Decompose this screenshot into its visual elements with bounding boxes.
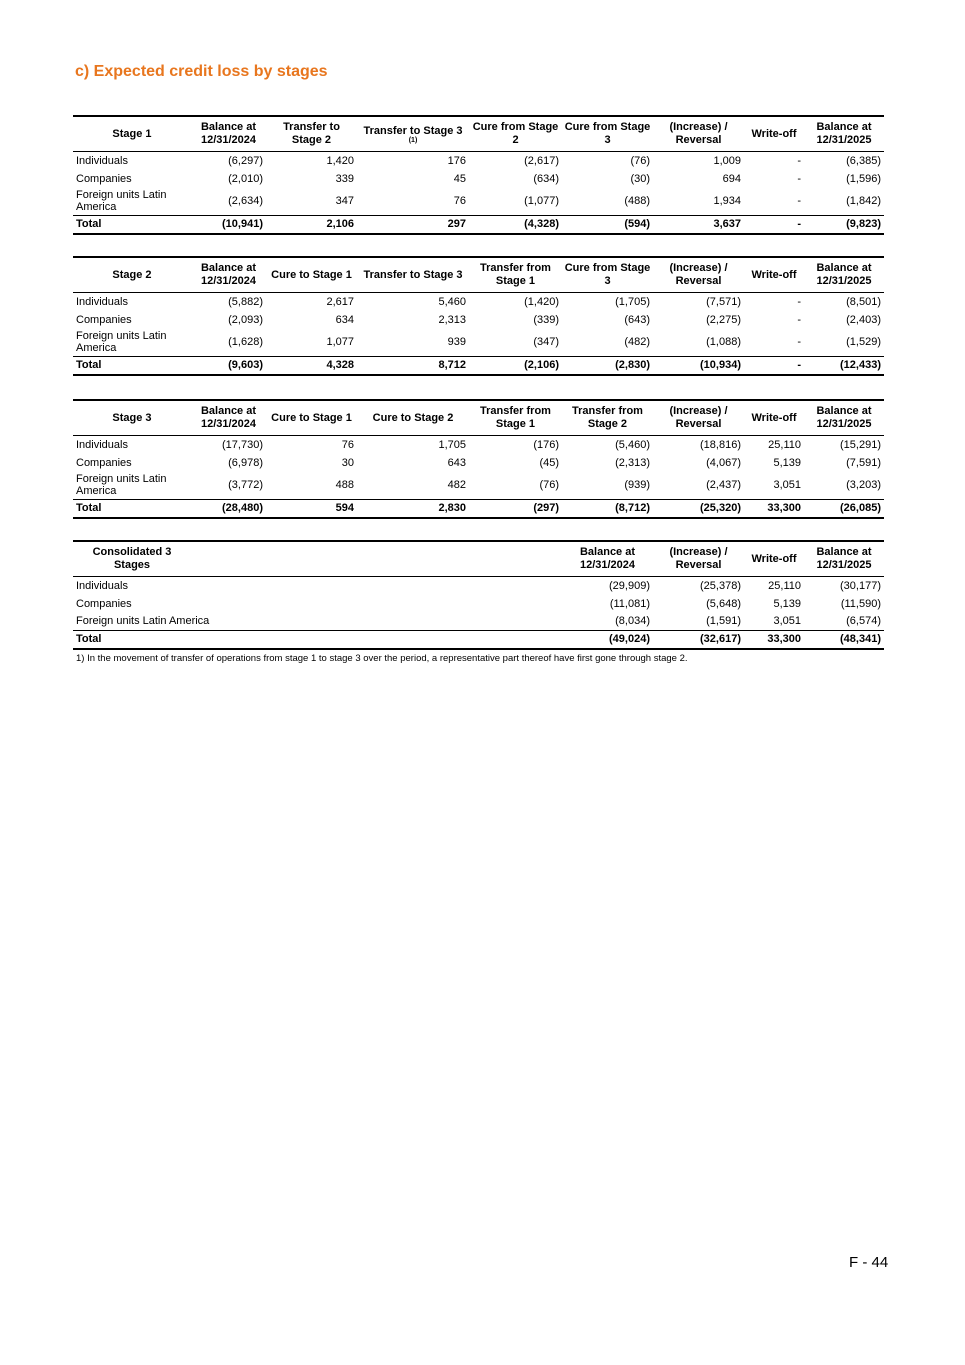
column-header: Stage 2: [73, 257, 191, 293]
table-cell: 45: [453, 172, 466, 185]
table-cell: 643: [447, 456, 466, 469]
table-cell: (6,385): [846, 154, 881, 167]
table-row: [73, 329, 884, 357]
table-cell: (176): [533, 438, 559, 451]
column-header: Cure from Stage 3: [562, 257, 653, 293]
table-total-row: [73, 500, 884, 518]
table-row: [73, 170, 884, 188]
table-cell: (30): [630, 172, 650, 185]
table-row: [73, 472, 884, 500]
table-cell: (15,291): [840, 438, 881, 451]
table-cell: (25,378): [700, 579, 741, 592]
page-number: F - 44: [849, 1254, 889, 1271]
table-cell: (8,712): [562, 500, 653, 518]
table-row: [73, 595, 884, 613]
table-cell: (297): [469, 500, 562, 518]
column-header: Transfer to Stage 3: [357, 257, 469, 293]
table-cell: (482): [624, 336, 650, 349]
column-header: Stage 3: [73, 400, 191, 436]
table-row: [73, 613, 884, 631]
row-label: Total: [73, 500, 191, 518]
table-cell: -: [797, 336, 801, 349]
table-cell: 1,705: [438, 438, 466, 451]
table-cell: -: [744, 216, 804, 234]
table-cell: 176: [447, 154, 466, 167]
table-cell: (32,617): [653, 631, 744, 649]
table-cell: 339: [335, 172, 354, 185]
column-header-spacer: [191, 541, 562, 577]
table-cell: (9,823): [804, 216, 884, 234]
table-cell: (2,093): [228, 313, 263, 326]
table-cell: (643): [624, 313, 650, 326]
row-label: Companies: [76, 456, 132, 469]
row-label: Foreign units Latin America: [76, 189, 167, 214]
table-cell: (3,772): [228, 479, 263, 492]
table-cell: (339): [533, 313, 559, 326]
table-cell: 76: [453, 195, 466, 208]
table-header-row: [73, 257, 884, 293]
table-cell: (6,574): [846, 615, 881, 628]
table-cell: (11,081): [609, 597, 650, 610]
column-header: Balance at 12/31/2024: [191, 257, 266, 293]
table-cell: 634: [335, 313, 354, 326]
column-header: Balance at 12/31/2024: [191, 116, 266, 152]
table-cell: (2,437): [706, 479, 741, 492]
table-cell: 8,712: [357, 357, 469, 375]
table-cell: (2,617): [524, 154, 559, 167]
column-header: Balance at 12/31/2024: [191, 400, 266, 436]
table-cell: (18,816): [700, 438, 741, 451]
column-header: Cure to Stage 1: [266, 257, 357, 293]
column-header: Balance at 12/31/2025: [804, 116, 884, 152]
column-header-text: Transfer to Stage 3: [363, 124, 463, 137]
table-cell: 2,106: [266, 216, 357, 234]
table-cell: 347: [335, 195, 354, 208]
table-row: [73, 152, 884, 170]
table-cell: (45): [539, 456, 559, 469]
table-cell: 694: [722, 172, 741, 185]
table-cell: 488: [335, 479, 354, 492]
table-cell: (1,705): [615, 295, 650, 308]
table-cell: (1,088): [706, 336, 741, 349]
table-cell: (2,106): [469, 357, 562, 375]
column-header: Balance at 12/31/2025: [804, 400, 884, 436]
column-header: Stage 1: [73, 116, 191, 152]
table-cell: (8,501): [846, 295, 881, 308]
table-total-row: [73, 357, 884, 375]
table-cell: -: [797, 295, 801, 308]
row-label: Companies: [76, 313, 132, 326]
table-row: [73, 293, 884, 311]
table-row: [73, 577, 884, 595]
table-cell: (2,313): [615, 456, 650, 469]
stage3-table: [73, 399, 884, 519]
table-cell: (4,067): [706, 456, 741, 469]
row-label: Companies: [76, 172, 132, 185]
column-header: Cure from Stage 3: [562, 116, 653, 152]
table-cell: (1,077): [524, 195, 559, 208]
column-header: (Increase) / Reversal: [653, 400, 744, 436]
table-cell: (488): [624, 195, 650, 208]
table-cell: 482: [447, 479, 466, 492]
table-cell: (5,460): [615, 438, 650, 451]
table-cell: -: [797, 154, 801, 167]
column-header: Transfer from Stage 2: [562, 400, 653, 436]
consolidated-table: [73, 540, 884, 650]
table-cell: (6,978): [228, 456, 263, 469]
table-cell: 30: [341, 456, 354, 469]
row-label: Total: [73, 631, 562, 649]
table-header-row: [73, 116, 884, 152]
column-header: Transfer from Stage 1: [469, 257, 562, 293]
row-label: Foreign units Latin America: [76, 473, 167, 498]
column-header-footnoted: [357, 116, 469, 152]
column-header: Balance at 12/31/2025: [804, 541, 884, 577]
table-cell: 76: [341, 438, 354, 451]
table-cell: 1,009: [713, 154, 741, 167]
row-label: Foreign units Latin America: [76, 615, 210, 628]
table-cell: 1,420: [326, 154, 354, 167]
table-cell: (25,320): [653, 500, 744, 518]
row-label: Companies: [76, 597, 132, 610]
row-label: Foreign units Latin America: [76, 330, 167, 355]
table-cell: -: [744, 357, 804, 375]
table-cell: (1,420): [524, 295, 559, 308]
table-cell: (2,830): [562, 357, 653, 375]
table-cell: (11,590): [840, 597, 881, 610]
table-cell: 2,617: [326, 295, 354, 308]
footnote-mark: (1): [408, 136, 418, 144]
column-header: Transfer to Stage 2: [266, 116, 357, 152]
table-cell: (2,403): [846, 313, 881, 326]
table-cell: (1,596): [846, 172, 881, 185]
section-title: c) Expected credit loss by stages: [75, 63, 328, 80]
table-cell: (594): [562, 216, 653, 234]
table-cell: -: [797, 313, 801, 326]
table-cell: (26,085): [804, 500, 884, 518]
table-cell: (9,603): [191, 357, 266, 375]
table-cell: (29,909): [609, 579, 650, 592]
table-total-row: [73, 631, 884, 649]
table-cell: (2,010): [228, 172, 263, 185]
column-header: Balance at 12/31/2024: [562, 541, 653, 577]
row-label: Individuals: [76, 154, 128, 167]
table-cell: (939): [624, 479, 650, 492]
table-cell: (49,024): [562, 631, 653, 649]
table-header-row: [73, 541, 884, 577]
table-row: [73, 436, 884, 454]
table-cell: 5,139: [773, 597, 801, 610]
table-cell: (12,433): [804, 357, 884, 375]
column-header: Write-off: [744, 541, 804, 577]
row-label: Individuals: [76, 295, 128, 308]
table-cell: 1,077: [326, 336, 354, 349]
stage1-table: [73, 115, 884, 235]
table-row: [73, 188, 884, 216]
table-cell: (5,882): [228, 295, 263, 308]
row-label: Total: [73, 216, 191, 234]
table-cell: (2,634): [228, 195, 263, 208]
column-header: Cure from Stage 2: [469, 116, 562, 152]
column-header: Write-off: [744, 257, 804, 293]
table-cell: (3,203): [846, 479, 881, 492]
table-row: [73, 454, 884, 472]
table-cell: 33,300: [744, 500, 804, 518]
table-cell: 2,830: [357, 500, 469, 518]
table-cell: (30,177): [840, 579, 881, 592]
row-label: Individuals: [76, 438, 128, 451]
table-cell: (1,628): [228, 336, 263, 349]
table-cell: 25,110: [768, 579, 801, 592]
table-cell: (10,934): [653, 357, 744, 375]
table-cell: (48,341): [804, 631, 884, 649]
table-cell: 297: [357, 216, 469, 234]
row-label: Total: [73, 357, 191, 375]
table-cell: 594: [266, 500, 357, 518]
table-cell: 939: [447, 336, 466, 349]
table-cell: (347): [533, 336, 559, 349]
column-header: (Increase) / Reversal: [653, 116, 744, 152]
column-header: Cure to Stage 1: [266, 400, 357, 436]
table-cell: (1,842): [846, 195, 881, 208]
stage2-table: [73, 256, 884, 376]
table-cell: 3,051: [773, 479, 801, 492]
column-header: Write-off: [744, 400, 804, 436]
table-cell: -: [797, 195, 801, 208]
table-cell: 4,328: [266, 357, 357, 375]
table-cell: (1,529): [846, 336, 881, 349]
table-cell: 3,637: [653, 216, 744, 234]
table-cell: (7,591): [846, 456, 881, 469]
table-cell: (4,328): [469, 216, 562, 234]
table-cell: (8,034): [615, 615, 650, 628]
table-cell: 3,051: [773, 615, 801, 628]
table-cell: 33,300: [744, 631, 804, 649]
table-cell: (17,730): [222, 438, 263, 451]
column-header: (Increase) / Reversal: [653, 541, 744, 577]
table-cell: 5,139: [773, 456, 801, 469]
table-cell: (1,591): [706, 615, 741, 628]
column-header: Balance at 12/31/2025: [804, 257, 884, 293]
footnote: 1) In the movement of transfer of operations from stage 1 to stage 3 over the period, a representative part thereof have first gone through stage 2.: [76, 653, 688, 664]
table-cell: (5,648): [706, 597, 741, 610]
table-cell: (76): [630, 154, 650, 167]
table-cell: 25,110: [768, 438, 801, 451]
table-cell: 1,934: [713, 195, 741, 208]
table-cell: (6,297): [228, 154, 263, 167]
table-total-row: [73, 216, 884, 234]
table-cell: (10,941): [191, 216, 266, 234]
table-cell: (7,571): [706, 295, 741, 308]
column-header: Transfer from Stage 1: [469, 400, 562, 436]
column-header: Consolidated 3 Stages: [73, 541, 191, 577]
column-header: (Increase) / Reversal: [653, 257, 744, 293]
row-label: Individuals: [76, 579, 128, 592]
table-cell: (2,275): [706, 313, 741, 326]
table-cell: (28,480): [191, 500, 266, 518]
table-cell: (76): [539, 479, 559, 492]
table-cell: 5,460: [438, 295, 466, 308]
table-cell: (634): [533, 172, 559, 185]
column-header: Cure to Stage 2: [357, 400, 469, 436]
table-cell: -: [797, 172, 801, 185]
column-header: Write-off: [744, 116, 804, 152]
table-cell: 2,313: [438, 313, 466, 326]
table-header-row: [73, 400, 884, 436]
table-row: [73, 311, 884, 329]
